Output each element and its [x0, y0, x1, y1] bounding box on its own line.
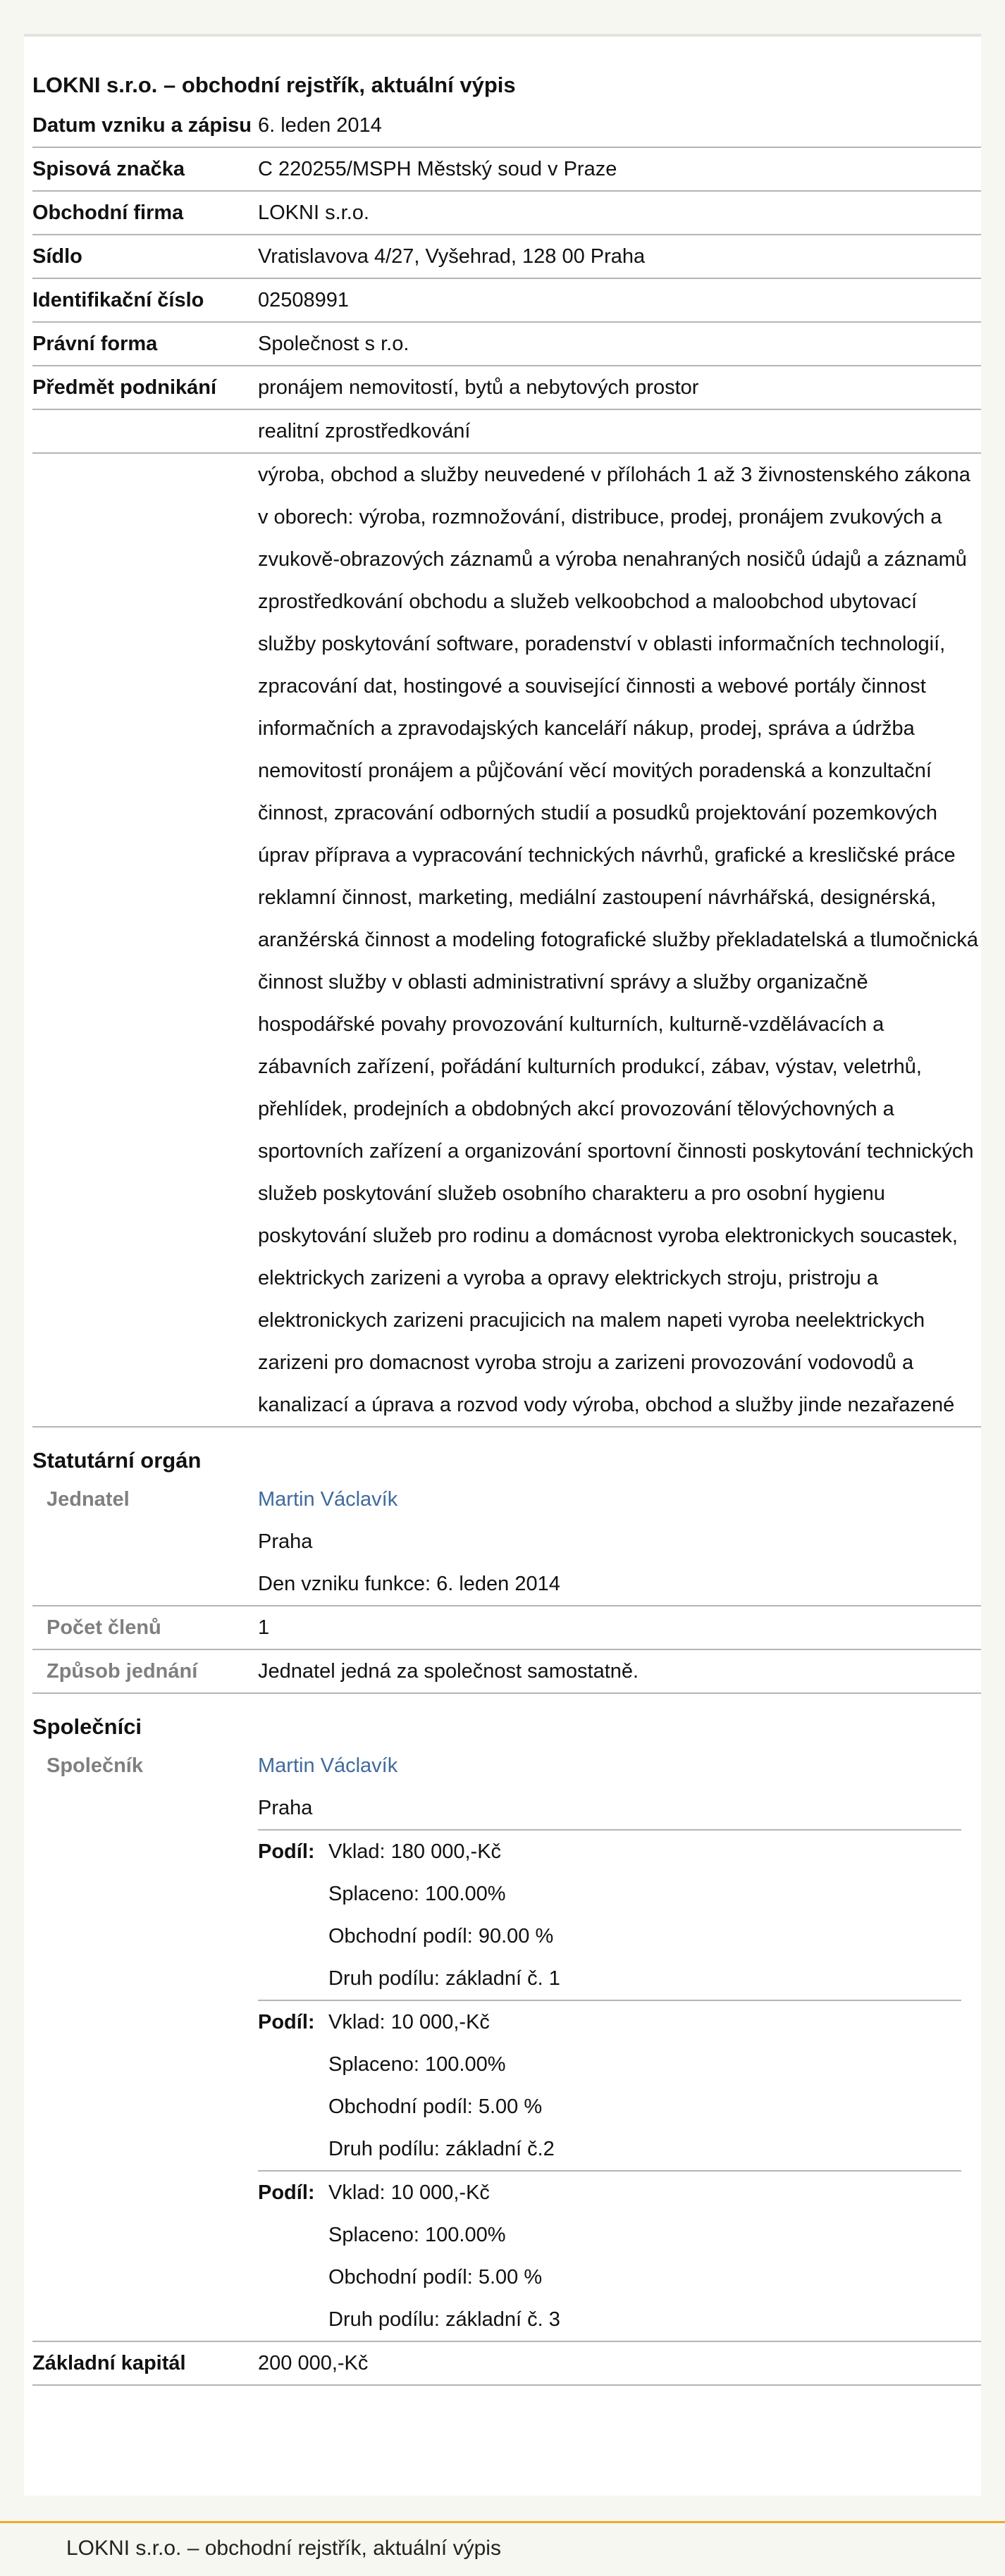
row-value: C 220255/MSPH Městský soud v Praze: [258, 158, 617, 180]
footer-title: LOKNI s.r.o. – obchodní rejstřík, aktuální výpis: [66, 2537, 501, 2560]
row-value: 200 000,-Kč: [258, 2352, 369, 2374]
share-splaceno: Splaceno: 100.00%: [328, 1883, 506, 1905]
row-pocet-clenu: [32, 1605, 981, 1650]
row-predmet-3: [32, 454, 981, 1428]
share-values: [328, 2001, 961, 2170]
person-city: Praha: [258, 1787, 961, 1831]
row-ico: [32, 279, 981, 323]
share-obchodni: Obchodní podíl: 90.00 %: [328, 1925, 554, 1948]
share-obchodni: Obchodní podíl: 5.00 %: [328, 2266, 543, 2289]
row-label: Základní kapitál: [32, 2352, 186, 2374]
row-spolecnik: [32, 1745, 981, 2342]
row-jednatel: [32, 1478, 981, 1606]
row-value: LOKNI s.r.o.: [258, 202, 369, 224]
share-vklad: Vklad: 180 000,-Kč: [328, 1840, 502, 1863]
row-label: Způsob jednání: [47, 1660, 198, 1683]
row-value: výroba, obchod a služby neuvedené v přílohách 1 až 3 živnostenského zákona v oborech: výroba, rozmnožování, distribuce, prodej, pronájem zvukových a zvukově-obrazových záznamů a výroba nenahraných nosičů údajů a záznamů zprostředkování obchodu a služeb velkoobchod a maloobchod ubytovací služby poskytování software, poradenství v oblasti informačních technologií, zpracování dat, hostingové a související činnosti a webové portály činnost informačních a zpravodajských kanceláří nákup, prodej, správa a údržba nemovitostí pronájem a půjčování věcí movitých poradenská a konzultační činnost, zpracování odborných studií a posudků projektování pozemkových úprav příprava a vypracování technických návrhů, grafické a kresličské práce reklamní činnost, marketing, mediální zastoupení návrhářská, designérská, aranžérská činnost a modeling fotografické služby překladatelská a tlumočnická činnost služby v oblasti administrativní správy a služby organizačně hospodářské povahy provozování kulturních, kulturně-vzdělávacích a zábavních zařízení, pořádání kulturních produkcí, zábav, výstav, veletrhů, přehlídek, prodejních a obdobných akcí provozování tělovýchovných a sportovních zařízení a organizování sportovní činnosti poskytování technických služeb poskytování služeb osobního charakteru a pro osobní hygienu poskytování služeb pro rodinu a domácnost vyroba elektronickych soucastek, elektrickych zarizeni a vyroba a opravy elektrickych stroju, pristroju a elektronickych zarizeni pracujicich na malem napeti vyroba neelektrickych zarizeni pro domacnost vyroba stroju a zarizeni provozování vodovodů a kanalizací a úprava a rozvod vody výroba, obchod a služby jinde nezařazené: [258, 464, 978, 1416]
row-label-empty: [32, 410, 258, 452]
row-label: Počet členů: [47, 1616, 161, 1639]
row-label: Sídlo: [32, 245, 82, 268]
row-predmet-1: [32, 366, 981, 410]
row-zakladni-kapital: [32, 2342, 981, 2386]
share-label: Podíl:: [258, 2181, 315, 2204]
row-spisova-znacka: [32, 148, 981, 192]
row-label: Spisová značka: [32, 158, 185, 180]
row-label: Datum vzniku a zápisu: [32, 114, 252, 137]
share-druh: Druh podílu: základní č.2: [328, 2138, 555, 2160]
row-value: Vratislavova 4/27, Vyšehrad, 128 00 Praha: [258, 245, 646, 268]
page-title: LOKNI s.r.o. – obchodní rejstřík, aktuální výpis: [32, 73, 516, 97]
person-link[interactable]: Martin Václavík: [258, 1754, 398, 1777]
row-value: 1: [258, 1616, 270, 1639]
share-values: [328, 1831, 961, 2000]
row-label: Předmět podnikání: [32, 376, 217, 399]
section-statutarni: Statutární orgán: [32, 1448, 202, 1473]
share-splaceno: Splaceno: 100.00%: [328, 2224, 506, 2246]
person-since: Den vzniku funkce: 6. leden 2014: [258, 1573, 560, 1595]
row-value: pronájem nemovitostí, bytů a nebytových prostor: [258, 376, 699, 399]
person-link[interactable]: Martin Václavík: [258, 1488, 398, 1511]
row-label-empty: [32, 454, 258, 1426]
share-label: Podíl:: [258, 1840, 315, 1863]
row-obchodni-firma: [32, 192, 981, 235]
row-pravni-forma: [32, 323, 981, 366]
row-value: 6. leden 2014: [258, 114, 382, 137]
share-splaceno: Splaceno: 100.00%: [328, 2053, 506, 2076]
row-label: Jednatel: [47, 1488, 130, 1511]
jednatel-block: [258, 1478, 981, 1605]
row-zpusob-jednani: [32, 1650, 981, 1694]
row-label: Obchodní firma: [32, 202, 184, 224]
row-value: 02508991: [258, 289, 350, 311]
person-city: Praha: [258, 1530, 313, 1553]
row-value: realitní zprostředkování: [258, 420, 471, 442]
row-value: Společnost s r.o.: [258, 333, 409, 355]
share-1: [258, 1831, 961, 2001]
share-druh: Druh podílu: základní č. 3: [328, 2308, 560, 2331]
share-2: [258, 2001, 961, 2172]
register-extract: [24, 37, 981, 2496]
spolecnik-block: [258, 1745, 981, 2341]
share-values: [328, 2172, 961, 2341]
share-druh: Druh podílu: základní č. 1: [328, 1967, 560, 1990]
row-label: Identifikační číslo: [32, 289, 204, 311]
section-spolecnici: Společníci: [32, 1714, 142, 1739]
share-vklad: Vklad: 10 000,-Kč: [328, 2011, 490, 2033]
footer-divider: [0, 2521, 1005, 2523]
row-datum-vzniku: [32, 104, 981, 148]
row-label: Společník: [47, 1754, 143, 1777]
row-label: Právní forma: [32, 333, 158, 355]
content: [32, 68, 981, 2386]
row-value: Jednatel jedná za společnost samostatně.: [258, 1660, 639, 1683]
share-label: Podíl:: [258, 2011, 315, 2033]
share-vklad: Vklad: 10 000,-Kč: [328, 2181, 490, 2204]
row-predmet-2: [32, 410, 981, 454]
row-sidlo: [32, 235, 981, 279]
share-3: [258, 2172, 961, 2341]
share-obchodni: Obchodní podíl: 5.00 %: [328, 2095, 543, 2118]
